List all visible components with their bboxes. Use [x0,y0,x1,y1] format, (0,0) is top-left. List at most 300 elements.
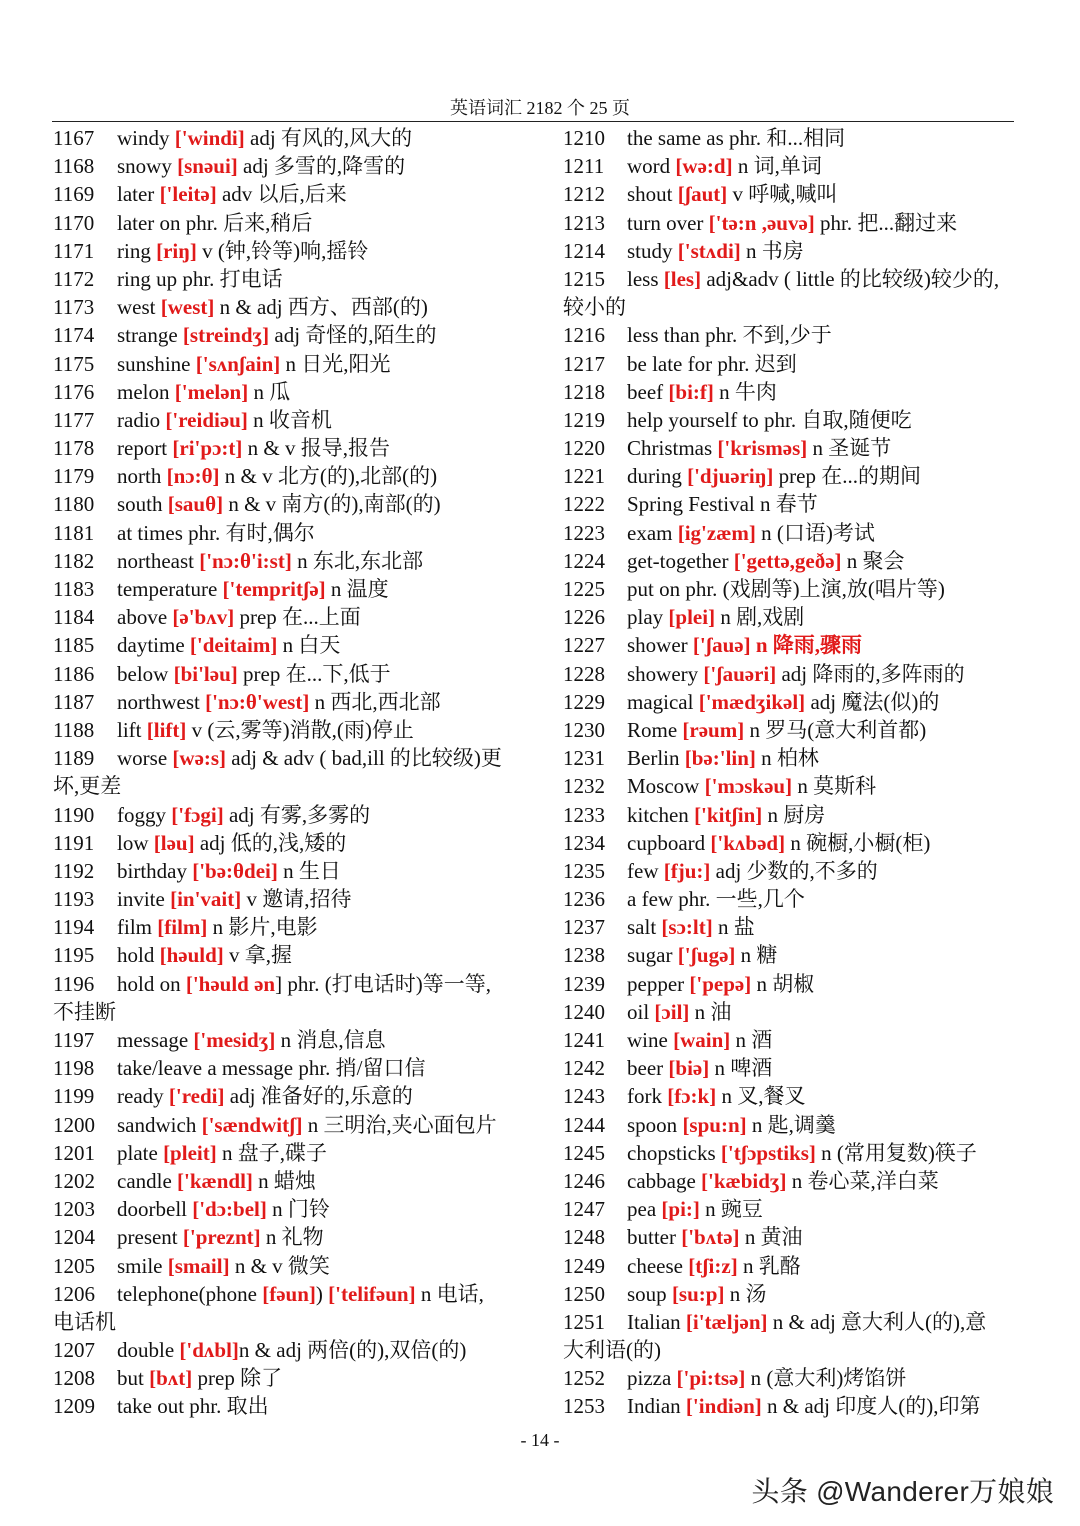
vocab-entry [563,124,1025,152]
entry-definition: n 蜡烛 [252,1168,316,1193]
entry-phonetic: [bi:f] [668,379,714,404]
vocab-column-right [563,124,1025,1421]
entry-number: 1232 [563,774,605,799]
entry-definition: prep 除了 [192,1366,283,1391]
entry-word: word [627,154,676,179]
entry-word: kitchen [627,802,695,827]
entry-definition: n 叉,餐叉 [716,1084,806,1109]
entry-number: 1180 [53,492,95,517]
entry-definition: n & adj 意大利人(的),意 [767,1309,987,1334]
vocab-entry [53,801,515,829]
entry-number: 1178 [53,436,95,461]
entry-word: oil [627,999,655,1024]
entry-definition: n 书房 [740,238,804,263]
entry-word: later [117,182,160,207]
entry-phonetic: ['telifəun] [328,1281,416,1306]
entry-definition: n 厨房 [762,802,826,827]
entry-word: cupboard [627,830,711,855]
entry-word: exam [627,520,678,545]
entry-definition: ) [315,1281,329,1306]
entry-continuation-text: 坏,更差 [53,774,122,799]
entry-phonetic: [su:p] [671,1281,725,1306]
entry-definition: n & v 微笑 [229,1253,330,1278]
entry-number: 1249 [563,1253,605,1278]
entry-word: Spring Festival n 春节 [627,492,818,517]
entry-phonetic: ['kʌbəd] [710,830,786,855]
vocab-entry [53,1111,515,1139]
entry-definition: n 消息,信息 [275,1028,386,1052]
entry-phonetic: ['fɔgi] [171,802,224,827]
entry-phonetic: [plei] [668,605,716,630]
entry-number: 1200 [53,1112,95,1137]
entry-word: invite [117,887,171,912]
vocab-entry [563,744,1025,772]
entry-word: above [117,605,173,630]
entry-number: 1190 [53,802,95,827]
entry-number: 1179 [53,464,95,489]
vocab-entry [563,350,1025,378]
entry-phonetic: [lift] [146,717,187,742]
entry-definition: phr. 把...翻过来 [814,210,958,235]
entry-word: Rome [627,717,683,742]
entry-number: 1234 [563,830,605,855]
vocab-entry [563,970,1025,998]
vocab-entry [53,1139,515,1167]
vocab-entry [53,575,515,603]
vocab-entry [563,1026,1025,1054]
vocab-entry [53,265,515,293]
entry-phonetic: [ləu] [153,830,195,855]
entry-phonetic: [wə:s] [172,746,227,771]
entry-definition: n 碗橱,小橱(柜) [785,830,931,855]
entry-definition: n 收音机 [247,407,332,432]
entry-word: film [117,915,158,940]
entry-phonetic: [streindʒ] [182,323,270,348]
entry-definition: n 盘子,碟子 [216,1140,327,1165]
entry-phonetic: ['preznt] [182,1225,261,1250]
entry-number: 1251 [563,1309,605,1334]
entry-phonetic: [riŋ] [156,238,197,263]
entry-phonetic: ['reidiəu] [165,407,248,432]
entry-phonetic: [wain] [673,1028,731,1052]
vocab-entry [563,660,1025,688]
vocab-entry [53,490,515,518]
entry-phonetic: ['ʃauəri] [703,661,777,686]
entry-number: 1217 [563,351,605,376]
entry-definition: n 生日 [277,858,341,883]
entry-word: candle [117,1168,178,1193]
entry-word: south [117,492,168,517]
vocab-entry [563,406,1025,434]
vocab-entry [53,1054,515,1082]
entry-definition: prep 在...下,低于 [237,661,391,686]
entry-definition: n 影片,电影 [207,915,318,940]
vocab-entry [53,434,515,462]
entry-number: 1181 [53,520,95,545]
entry-word: Italian [627,1309,686,1334]
entry-word: doorbell [117,1197,193,1222]
entry-number: 1220 [563,436,605,461]
entry-word: sugar [627,943,678,968]
entry-phonetic: [pleit] [163,1140,217,1165]
entry-phonetic: ['bʌtə] [681,1225,740,1250]
entry-definition: n 门铃 [266,1197,330,1222]
entry-definition: n 圣诞节 [807,436,892,461]
entry-number: 1203 [53,1197,95,1222]
entry-phonetic: [ə'bʌv] [172,605,235,630]
entry-continuation [53,998,515,1026]
entry-definition: adj&adv ( little 的比较级)较少的, [701,266,1000,291]
entry-phonetic: [fɔ:k] [667,1084,717,1109]
entry-word: strange [117,323,183,348]
entry-word: report [117,436,173,461]
entry-phonetic: ['tə:n ,əuvə] [708,210,815,235]
vocab-entry [563,547,1025,575]
vocab-entry [563,772,1025,800]
entry-number: 1175 [53,351,95,376]
entry-word: low [117,830,154,855]
vocab-entry [53,716,515,744]
entry-word: during [627,464,688,489]
entry-number: 1237 [563,915,605,940]
entry-word: shout [627,182,678,207]
entry-number: 1242 [563,1056,605,1081]
entry-number: 1224 [563,548,605,573]
entry-phonetic: [fju:] [663,858,711,883]
entry-definition: n 莫斯科 [792,774,877,799]
entry-phonetic: ['kæbidʒ] [701,1168,787,1193]
vocab-entry [53,1223,515,1251]
entry-word: magical [627,689,699,714]
vocab-entry [53,631,515,659]
entry-word: Berlin [627,746,685,771]
entry-phonetic: ['bə:θdei] [192,858,278,883]
entry-number: 1253 [563,1394,605,1419]
entry-phonetic: [tʃi:z] [688,1253,738,1278]
vocab-entry [53,321,515,349]
entry-word: melon [117,379,175,404]
entry-number: 1244 [563,1112,605,1137]
entry-phonetic: [spu:n] [682,1112,747,1137]
entry-word: hold on [117,971,186,996]
vocab-entry [563,462,1025,490]
entry-number: 1222 [563,492,605,517]
vocab-entry [53,1252,515,1280]
entry-definition: n 罗马(意大利首都) [744,717,927,742]
entry-phonetic: ['stʌdi] [677,238,741,263]
entry-number: 1195 [53,943,95,968]
entry-phonetic: ['ʃauə] [692,633,751,658]
entry-definition: n 油 [689,999,732,1024]
entry-definition: n 白天 [277,633,341,658]
entry-definition: v (钟,铃等)响,摇铃 [196,238,369,263]
entry-phonetic: [nɔ:θ] [166,464,220,489]
entry-definition: n 瓜 [248,379,291,404]
entry-definition: prep 在...上面 [234,605,361,630]
entry-phonetic: ['həuld ən [185,971,276,996]
entry-definition: n 电话, [415,1281,484,1306]
entry-definition: adj 多雪的,降雪的 [237,154,406,179]
entry-word: spoon [627,1112,683,1137]
entry-phonetic: [smail] [167,1253,230,1278]
entry-number: 1223 [563,520,605,545]
vocab-entry [563,378,1025,406]
entry-phonetic: [pi:] [661,1197,700,1222]
entry-definition: adj 有雾,多雾的 [223,802,371,827]
entry-definition: v (云,雾等)消散,(雨)停止 [186,717,414,742]
entry-word: beef [627,379,669,404]
entry-word: message [117,1028,194,1052]
entry-word: take out phr. 取出 [117,1394,269,1419]
entry-number: 1238 [563,943,605,968]
vocab-entry [563,1167,1025,1195]
entry-word: Indian [627,1394,686,1419]
entry-phonetic: ['kitʃin] [694,802,763,827]
vocab-column-left [53,124,515,1421]
entry-phonetic: [bi'ləu] [173,661,238,686]
entry-word: cheese [627,1253,689,1278]
vocab-entry [563,1364,1025,1392]
entry-phonetic: ['pepə] [689,971,752,996]
entry-phonetic: ['kændl] [177,1168,253,1193]
entry-number: 1241 [563,1028,605,1052]
entry-phonetic: [bə:'lin] [684,746,756,771]
entry-phonetic: ['sʌnʃain] [195,351,281,376]
vocab-entry [563,998,1025,1026]
entry-definition: n & v 报导,报告 [242,436,390,461]
entry-number: 1243 [563,1084,605,1109]
entry-number: 1211 [563,154,605,179]
entry-continuation-text: 较小的 [563,295,626,320]
entry-number: 1221 [563,464,605,489]
entry-number: 1219 [563,407,605,432]
entry-word: below [117,661,174,686]
entry-number: 1227 [563,633,605,658]
entry-definition: n (口语)考试 [755,520,875,545]
vocab-entry [53,1364,515,1392]
entry-number: 1201 [53,1140,95,1165]
entry-word: study [627,238,678,263]
entry-word: shower [627,633,693,658]
entry-definition: n 糖 [735,943,778,968]
entry-word: ring up phr. 打电话 [117,266,283,291]
entry-phonetic: ['mɔskəu] [704,774,793,799]
entry-definition: n (常用复数)筷子 [815,1140,977,1165]
entry-word: play [627,605,669,630]
vocab-entry [53,660,515,688]
entry-phonetic: [les] [663,266,702,291]
vocab-entry [53,378,515,406]
entry-definition: n 温度 [325,577,389,601]
entry-number: 1226 [563,605,605,630]
entry-number: 1216 [563,323,605,348]
entry-number: 1230 [563,717,605,742]
entry-number: 1206 [53,1281,95,1306]
entry-number: 1172 [53,266,95,291]
entry-word: north [117,464,167,489]
entry-phonetic: [ig'zæm] [677,520,756,545]
entry-word: sandwich [117,1112,202,1137]
vocab-entry [53,237,515,265]
entry-number: 1189 [53,746,95,771]
entry-word: lift [117,717,147,742]
entry-phonetic: ['pi:tsə] [676,1366,746,1391]
entry-phonetic: ['leitə] [159,182,217,207]
entry-definition: ] phr. (打电话时)等一等, [275,971,491,996]
vocab-entry [563,1392,1025,1420]
entry-number: 1225 [563,577,605,601]
vocab-entry [53,152,515,180]
entry-number: 1187 [53,689,95,714]
vocab-entry [563,1054,1025,1082]
page-header: 英语词汇 2182 个 25 页 [450,98,630,118]
vocab-entry [563,490,1025,518]
entry-number: 1184 [53,605,95,630]
entry-definition: adv 以后,后来 [216,182,347,207]
entry-number: 1182 [53,548,95,573]
entry-word: west [117,295,161,320]
vocab-entry [53,462,515,490]
entry-definition: n & v 北方(的),北部(的) [219,464,438,489]
entry-number: 1169 [53,182,95,207]
entry-phonetic: [snəui] [177,154,238,179]
entry-word: turn over [627,210,709,235]
entry-number: 1171 [53,238,95,263]
entry-definition: n 汤 [724,1281,767,1306]
entry-phonetic: ['nɔ:θ'west] [205,689,310,714]
vocab-entry [53,547,515,575]
entry-word: Christmas [627,436,718,461]
entry-word: beer [627,1056,669,1081]
entry-phonetic: [wə:d] [675,154,733,179]
entry-number: 1239 [563,971,605,996]
entry-word: butter [627,1225,682,1250]
entry-definition: adj 准备好的,乐意的 [224,1084,413,1109]
vocab-entry [563,716,1025,744]
entry-number: 1193 [53,887,95,912]
entry-definition: n 匙,调羹 [746,1112,836,1137]
entry-definition: n & adj 印度人(的),印第 [761,1394,981,1419]
entry-word: few [627,858,664,883]
entry-phonetic: ['gettə,geðə] [733,548,842,573]
entry-phonetic: ['windi] [174,126,245,150]
entry-word: pizza [627,1366,677,1391]
entry-number: 1250 [563,1281,605,1306]
entry-number: 1215 [563,266,605,291]
vocab-entry [563,631,1025,659]
entry-number: 1167 [53,126,95,150]
entry-word: the same as phr. 和...相同 [627,126,846,150]
vocab-entry [53,1026,515,1054]
entry-word: pea [627,1197,662,1222]
entry-word: sunshine [117,351,196,376]
entry-definition: v 邀请,招待 [241,887,352,912]
entry-definition: n 牛肉 [713,379,777,404]
vocab-entry [563,1252,1025,1280]
entry-definition: adj 低的,浅,矮的 [194,830,347,855]
entry-phonetic: ['tempritʃə] [222,577,326,601]
entry-word: salt [627,915,662,940]
entry-definition: n 礼物 [260,1225,324,1250]
entry-number: 1235 [563,858,605,883]
entry-number: 1194 [53,915,95,940]
vocab-entry [563,1195,1025,1223]
watermark [751,1470,1054,1510]
vocab-entry [53,941,515,969]
entry-number: 1252 [563,1366,605,1391]
entry-phonetic: ['nɔ:θ'i:st] [199,548,292,573]
entry-number: 1177 [53,407,95,432]
vocab-entry [53,970,515,998]
entry-continuation [563,1336,1025,1364]
vocab-entry [53,124,515,152]
entry-number: 1247 [563,1197,605,1222]
vocab-entry [53,519,515,547]
vocab-entry [53,293,515,321]
entry-word: worse [117,746,173,771]
entry-definition: n 聚会 [841,548,905,573]
vocab-entry [563,519,1025,547]
entry-definition: adj 魔法(似)的 [805,689,940,714]
entry-continuation [53,1308,515,1336]
entry-phonetic: [rəum] [682,717,745,742]
entry-definition: n 盐 [712,915,755,940]
vocab-entry [563,941,1025,969]
entry-word: double [117,1338,180,1363]
entry-word: pepper [627,971,690,996]
vocab-entry [563,801,1025,829]
vocab-entry [53,829,515,857]
entry-number: 1202 [53,1168,95,1193]
entry-phonetic: [film] [157,915,208,940]
entry-phonetic: [fəun] [262,1281,316,1306]
entry-definition: n 胡椒 [751,971,815,996]
entry-word: snowy [117,154,178,179]
vocab-entry [563,434,1025,462]
entry-word: cabbage [627,1168,702,1193]
entry-word: temperature [117,577,223,601]
entry-definition: prep 在...的期间 [773,464,921,489]
entry-definition: n & adj 两倍(的),双倍(的) [238,1338,467,1363]
entry-number: 1231 [563,746,605,771]
vocab-entry [563,829,1025,857]
vocab-entry [53,1195,515,1223]
entry-number: 1204 [53,1225,95,1250]
entry-word: radio [117,407,166,432]
entry-phonetic: [ʃaut] [677,182,728,207]
entry-number: 1233 [563,802,605,827]
entry-definition: n 日光,阳光 [280,351,391,376]
entry-definition: n 卷心菜,洋白菜 [786,1168,939,1193]
entry-word: present [117,1225,183,1250]
entry-definition: n & v 南方(的),南部(的) [223,492,441,517]
entry-number: 1212 [563,182,605,207]
entry-number: 1240 [563,999,605,1024]
vocab-entry [53,1392,515,1420]
entry-word: put on phr. (戏剧等)上演,放(唱片等) [627,577,945,601]
entry-definition: v 拿,握 [223,943,293,968]
entry-word: a few phr. 一些,几个 [627,887,805,912]
entry-word: hold [117,943,160,968]
vocab-entry [53,1167,515,1195]
vocab-entry [563,152,1025,180]
vocab-entry [53,1336,515,1364]
entry-word: chopsticks [627,1140,721,1165]
entry-word: help yourself to phr. 自取,随便吃 [627,407,912,432]
entry-phonetic: ['mædʒikəl] [698,689,806,714]
entry-word: later on phr. 后来,稍后 [117,210,313,235]
vocab-entry [563,180,1025,208]
